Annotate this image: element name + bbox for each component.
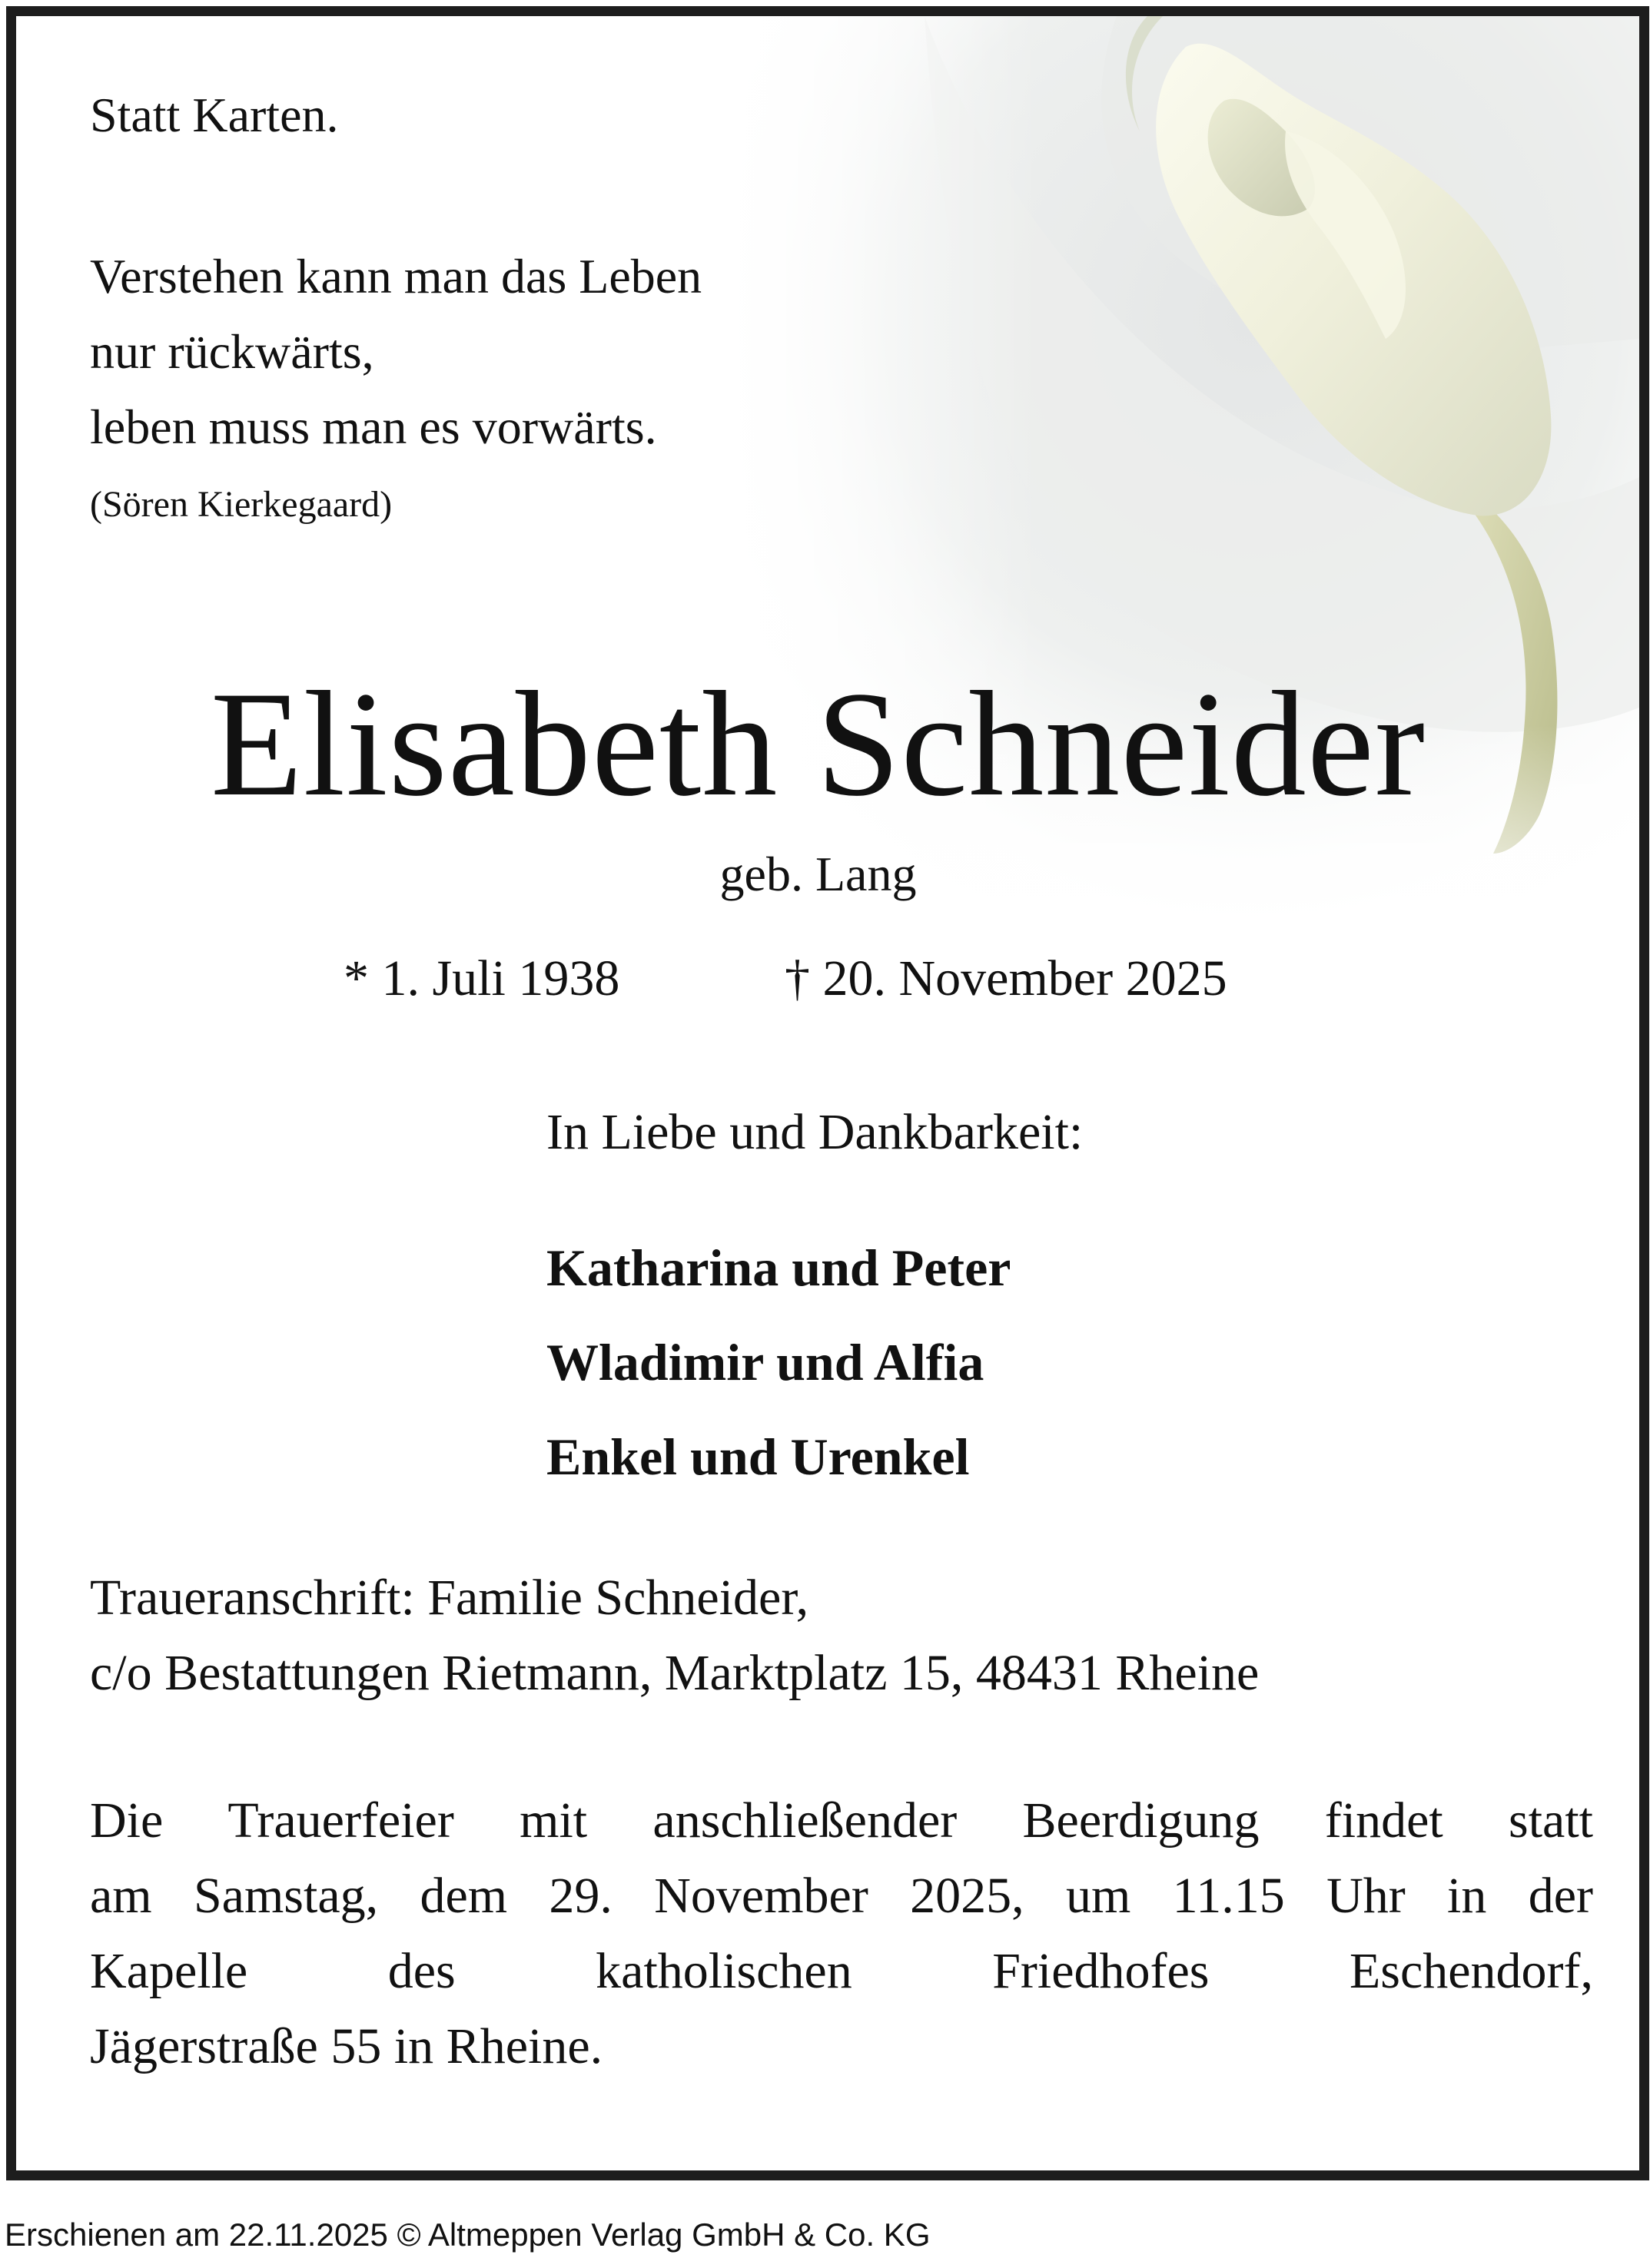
mourners-list [546,1221,1011,1504]
ceremony-line: Kapelle des katholischen Friedhofes Eschendorf, [90,1943,1593,1999]
ceremony-line: Jägerstraße 55 in Rheine. [90,2018,603,2074]
obituary-notice [6,6,1649,2180]
intro-text: Statt Karten. [90,88,339,142]
deceased-name: Elisabeth Schneider [210,661,1426,827]
mourning-address [90,1560,1259,1711]
quote-line: Verstehen kann man das Leben [90,249,702,303]
quote-author: (Sören Kierkegaard) [90,484,393,525]
ceremony-line: Die Trauerfeier mit anschließender Beerdigung findet statt [90,1792,1593,1849]
publication-footer: Erschienen am 22.11.2025 © Altmeppen Verlag GmbH & Co. KG [5,2217,931,2253]
quote-line: leben muss man es vorwärts. [90,400,657,454]
death-date: † 20. November 2025 [785,950,1227,1006]
birth-date: * 1. Juli 1938 [344,950,620,1006]
maiden-name: geb. Lang [719,847,917,901]
mourner-item: Wladimir und Alfia [546,1333,984,1391]
quote [90,239,702,465]
mourner-item: Enkel und Urenkel [546,1427,970,1486]
ceremony-line: am Samstag, dem 29. November 2025, um 11.15 Uhr in der [90,1868,1593,1924]
ceremony-details [90,1783,1593,2084]
address-line: Traueranschrift: Familie Schneider, [90,1570,809,1626]
mourner-item: Katharina und Peter [546,1238,1011,1297]
quote-line: nur rückwärts, [90,324,374,379]
address-line: c/o Bestattungen Rietmann, Marktplatz 15, 48431 Rheine [90,1645,1260,1701]
thanks-heading: In Liebe und Dankbarkeit: [546,1104,1084,1160]
